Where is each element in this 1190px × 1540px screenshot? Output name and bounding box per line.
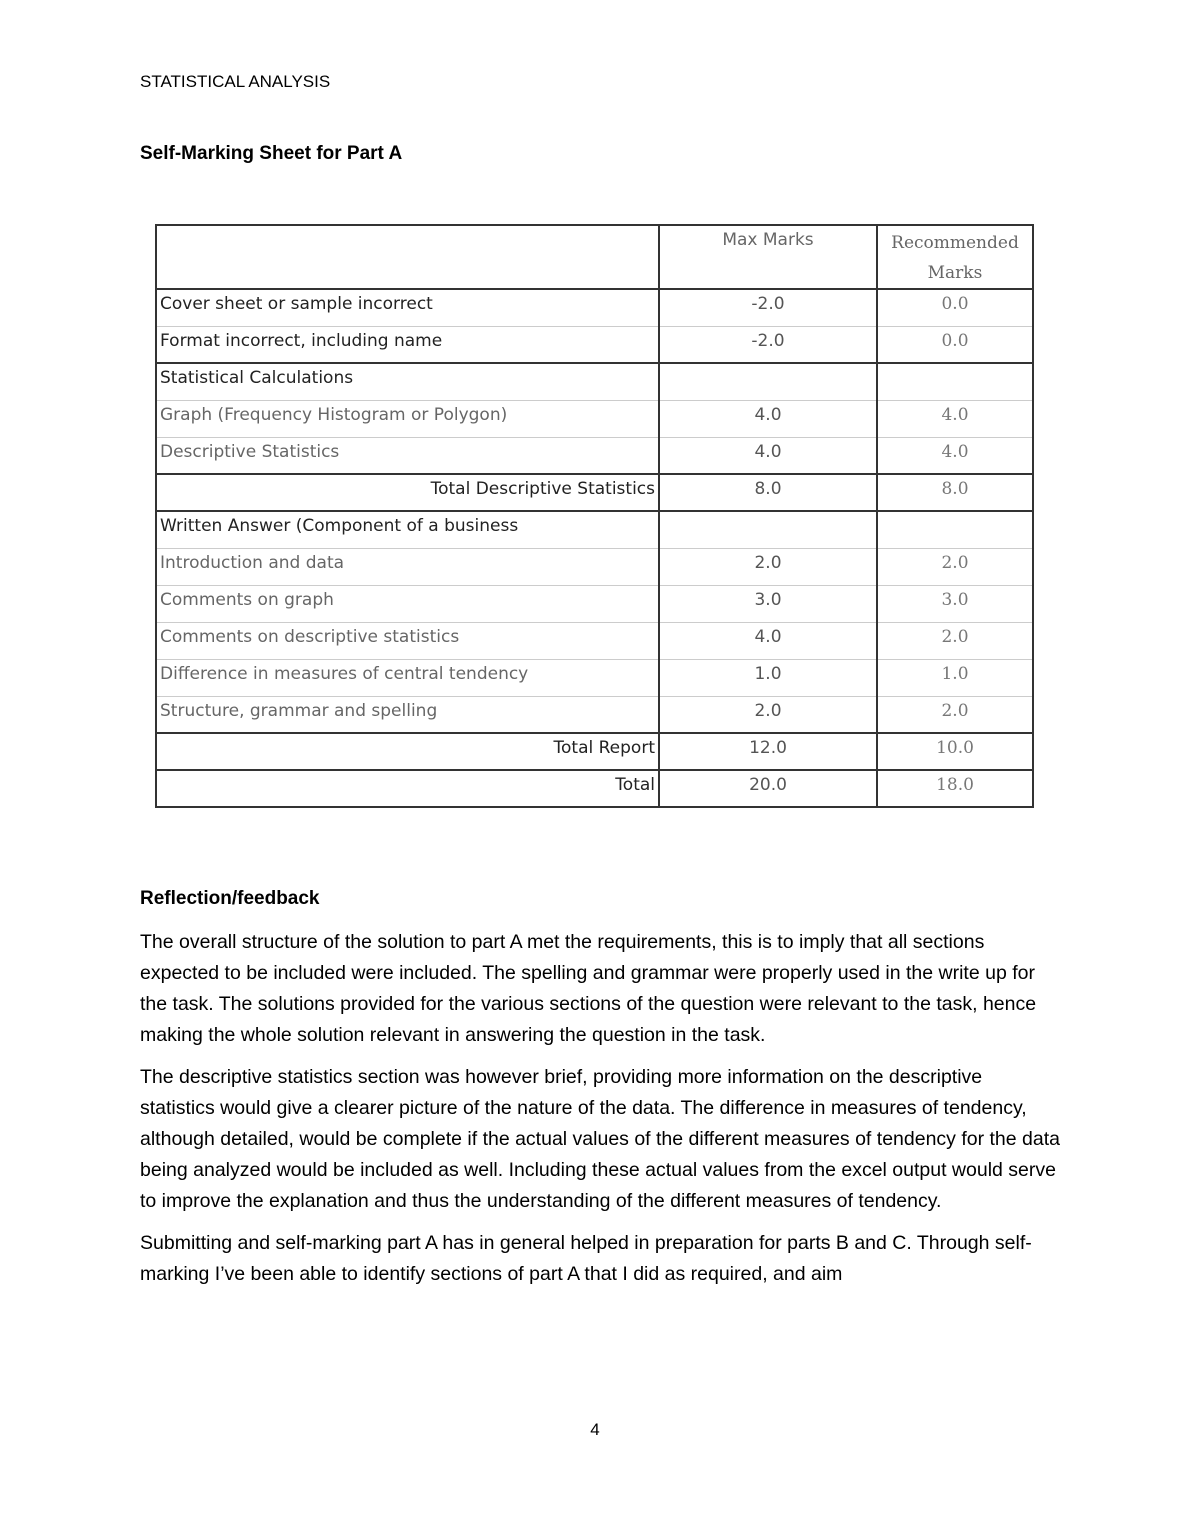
header-max-marks: Max Marks — [659, 225, 877, 289]
table-row — [156, 622, 1033, 659]
row-label: Graph (Frequency Histogram or Polygon) — [156, 400, 659, 437]
recommended-marks-cell — [877, 511, 1033, 548]
recommended-marks-cell: 0.0 — [877, 289, 1033, 326]
paragraph: The descriptive statistics section was however brief, providing more information on the descriptive statistics would give a clearer picture of the nature of the data. The difference in measures of tendency, although detailed, would be complete if the actual values of the different measures of tendency for the data being analyzed would be included as well. Including these actual values from the excel output would serve to improve the explanation and thus the understanding of the different measures of tendency. — [140, 1066, 1060, 1212]
recommended-marks-cell: 10.0 — [877, 733, 1033, 770]
row-label: Descriptive Statistics — [156, 437, 659, 474]
running-header: STATISTICAL ANALYSIS — [140, 72, 331, 91]
table-row — [156, 437, 1033, 474]
table-header-row — [156, 225, 1033, 289]
table-row — [156, 770, 1033, 807]
table-row — [156, 733, 1033, 770]
table-row — [156, 511, 1033, 548]
row-label: Difference in measures of central tendency — [156, 659, 659, 696]
recommended-marks-cell: 8.0 — [877, 474, 1033, 511]
row-label: Statistical Calculations — [156, 363, 659, 400]
row-label: Total Report — [156, 733, 659, 770]
max-marks-cell: -2.0 — [659, 326, 877, 363]
recommended-marks-cell: 0.0 — [877, 326, 1033, 363]
table-row — [156, 659, 1033, 696]
section-title: Self-Marking Sheet for Part A — [140, 143, 403, 164]
max-marks-cell: 4.0 — [659, 622, 877, 659]
page-number: 4 — [590, 1420, 600, 1439]
max-marks-cell: 20.0 — [659, 770, 877, 807]
row-label: Comments on graph — [156, 585, 659, 622]
table-row — [156, 363, 1033, 400]
row-label: Format incorrect, including name — [156, 326, 659, 363]
max-marks-cell: 2.0 — [659, 696, 877, 733]
recommended-marks-cell — [877, 363, 1033, 400]
table-row — [156, 400, 1033, 437]
table-row — [156, 289, 1033, 326]
recommended-marks-cell: 4.0 — [877, 437, 1033, 474]
reflection-heading: Reflection/feedback — [140, 888, 320, 909]
row-label: Comments on descriptive statistics — [156, 622, 659, 659]
row-label: Introduction and data — [156, 548, 659, 585]
max-marks-cell — [659, 511, 877, 548]
recommended-marks-cell: 2.0 — [877, 548, 1033, 585]
table-row — [156, 585, 1033, 622]
marking-table — [155, 224, 1034, 808]
row-label: Total — [156, 770, 659, 807]
table-row — [156, 696, 1033, 733]
header-empty-cell — [156, 225, 659, 289]
recommended-marks-cell: 4.0 — [877, 400, 1033, 437]
row-label: Structure, grammar and spelling — [156, 696, 659, 733]
header-recommended-marks: Recommended Marks — [877, 225, 1033, 289]
max-marks-cell: 4.0 — [659, 437, 877, 474]
paragraph: Submitting and self-marking part A has in general helped in preparation for parts B and C. Through self-marking I’ve been able to identify sections of part A that I did as required, and aim — [140, 1232, 1032, 1285]
row-label: Cover sheet or sample incorrect — [156, 289, 659, 326]
row-label: Total Descriptive Statistics — [156, 474, 659, 511]
table-row — [156, 474, 1033, 511]
max-marks-cell: -2.0 — [659, 289, 877, 326]
recommended-marks-cell: 3.0 — [877, 585, 1033, 622]
max-marks-cell — [659, 363, 877, 400]
max-marks-cell: 12.0 — [659, 733, 877, 770]
recommended-marks-cell: 1.0 — [877, 659, 1033, 696]
max-marks-cell: 4.0 — [659, 400, 877, 437]
max-marks-cell: 2.0 — [659, 548, 877, 585]
paragraph: The overall structure of the solution to part A met the requirements, this is to imply that all sections expected to be included were included. The spelling and grammar were properly used in the write up for the task. The solutions provided for the various sections of the question were relevant to the task, hence making the whole solution relevant in answering the question in the task. — [140, 931, 1037, 1046]
recommended-marks-cell: 18.0 — [877, 770, 1033, 807]
table-row — [156, 326, 1033, 363]
max-marks-cell: 1.0 — [659, 659, 877, 696]
recommended-marks-cell: 2.0 — [877, 696, 1033, 733]
max-marks-cell: 8.0 — [659, 474, 877, 511]
max-marks-cell: 3.0 — [659, 585, 877, 622]
table-row — [156, 548, 1033, 585]
row-label: Written Answer (Component of a business — [156, 511, 659, 548]
recommended-marks-cell: 2.0 — [877, 622, 1033, 659]
reflection-body — [140, 927, 1060, 1301]
